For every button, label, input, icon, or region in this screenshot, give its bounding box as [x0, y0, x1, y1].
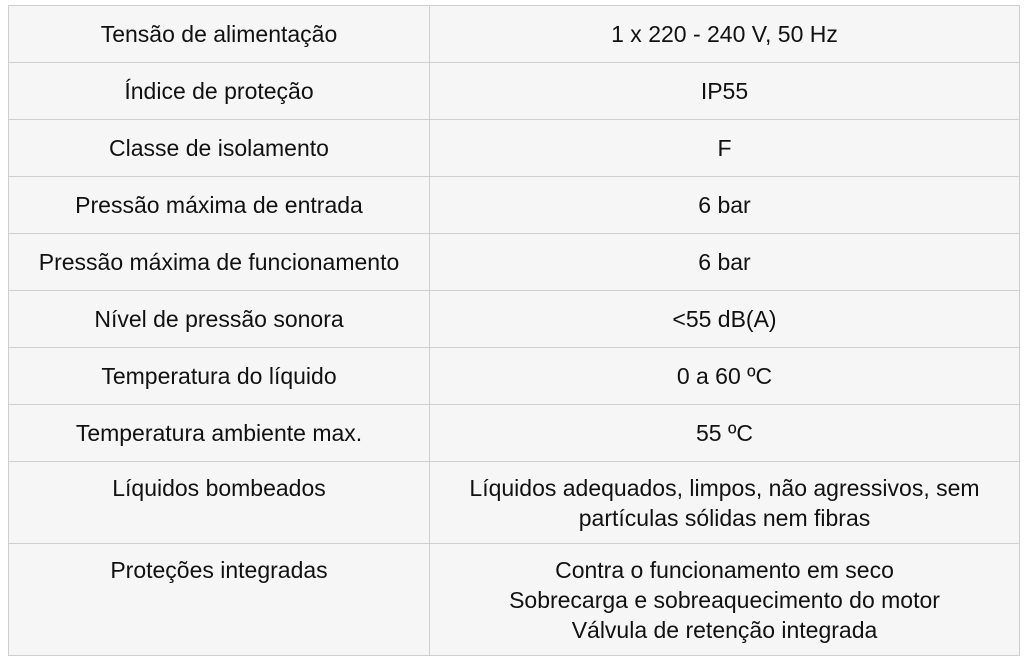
spec-label: Nível de pressão sonora — [9, 291, 430, 348]
specifications-table — [8, 5, 1020, 656]
table-row — [9, 405, 1020, 462]
spec-label: Tensão de alimentação — [9, 6, 430, 63]
table-row — [9, 63, 1020, 120]
table-row — [9, 348, 1020, 405]
spec-label: Pressão máxima de funcionamento — [9, 234, 430, 291]
spec-value: IP55 — [430, 63, 1020, 120]
spec-label: Temperatura ambiente max. — [9, 405, 430, 462]
spec-value: <55 dB(A) — [430, 291, 1020, 348]
table-row — [9, 177, 1020, 234]
spec-label: Pressão máxima de entrada — [9, 177, 430, 234]
table-row — [9, 291, 1020, 348]
spec-value: 1 x 220 - 240 V, 50 Hz — [430, 6, 1020, 63]
spec-value: Líquidos adequados, limpos, não agressivos, sem partículas sólidas nem fibras — [430, 462, 1020, 544]
table-row — [9, 120, 1020, 177]
spec-value: 6 bar — [430, 234, 1020, 291]
spec-value: 55 ºC — [430, 405, 1020, 462]
specifications-table-body — [9, 6, 1020, 656]
spec-value: Contra o funcionamento em seco Sobrecarga e sobreaquecimento do motor Válvula de retenção integrada — [430, 544, 1020, 656]
table-row — [9, 234, 1020, 291]
table-row — [9, 6, 1020, 63]
table-row — [9, 462, 1020, 544]
spec-label: Índice de proteção — [9, 63, 430, 120]
spec-value: 6 bar — [430, 177, 1020, 234]
spec-label: Líquidos bombeados — [9, 462, 430, 544]
spec-value: 0 a 60 ºC — [430, 348, 1020, 405]
spec-label: Temperatura do líquido — [9, 348, 430, 405]
spec-label: Proteções integradas — [9, 544, 430, 656]
table-row — [9, 544, 1020, 656]
spec-value: F — [430, 120, 1020, 177]
spec-label: Classe de isolamento — [9, 120, 430, 177]
